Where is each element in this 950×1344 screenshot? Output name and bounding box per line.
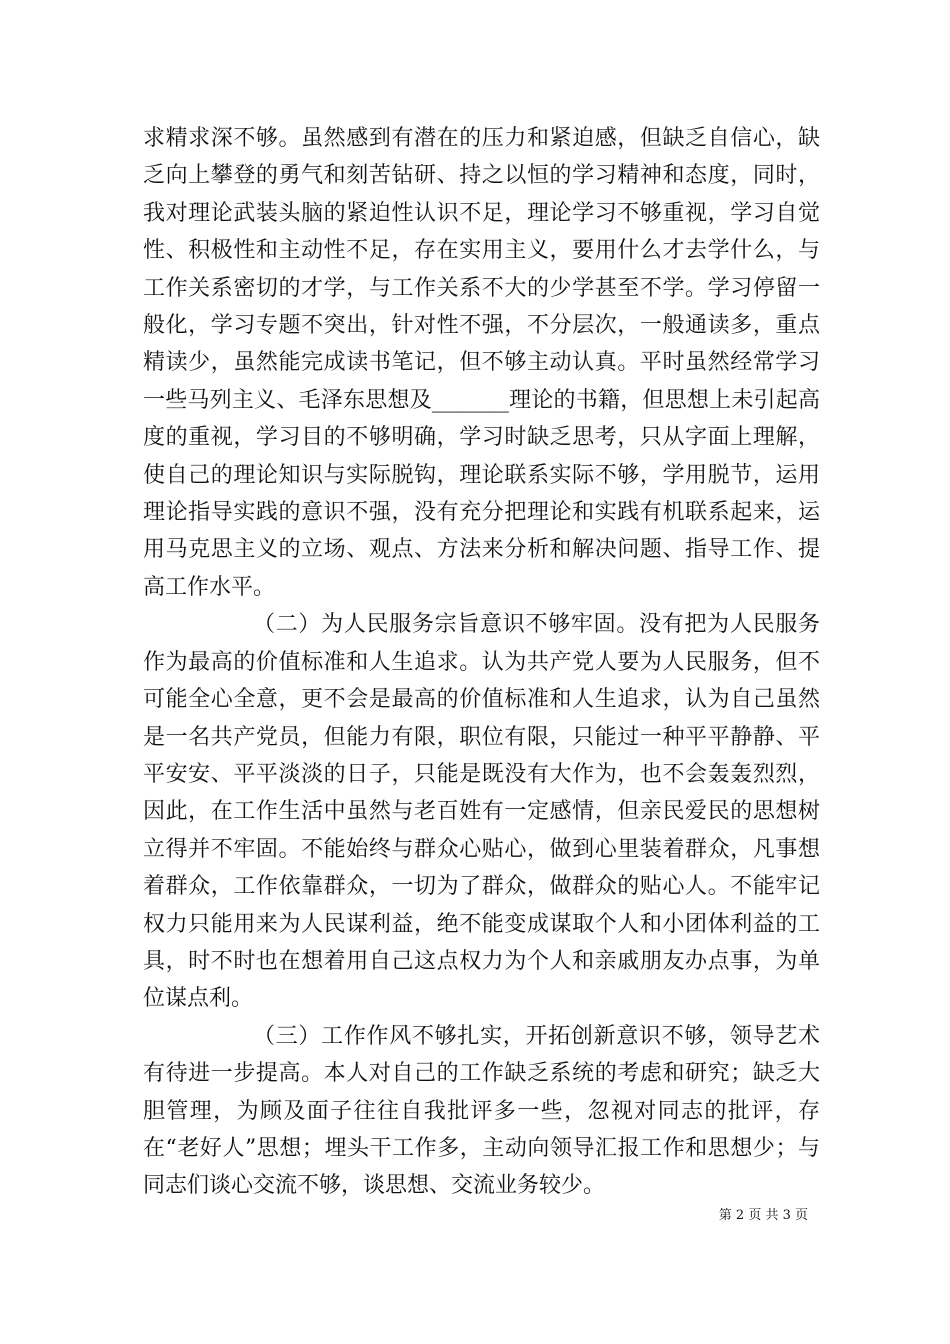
paragraph-2: （二）为人民服务宗旨意识不够牢固。没有把为人民服务作为最高的价值标准和人生追求。认为共产党人要为人民服务，但不可能全心全意，更不会是最高的价值标准和人生追求，认为自己虽然是一名共产党员，但能力有限，职位有限，只能过一种平平静静、平平安安、平平淡淡的日子，只能是既没有大作为，也不会轰轰烈烈，因此，在工作生活中虽然与老百姓有一定感情，但亲民爱民的思想树立得并不牢固。不能始终与群众心贴心，做到心里装着群众，凡事想着群众，工作依靠群众，一切为了群众，做群众的贴心人。不能牢记权力只能用来为人民谋利益，绝不能变成谋取个人和小团体利益的工具，时不时也在想着用自己这点权力为个人和亲戚朋友办点事，为单位谋点利。 bbox=[143, 612, 820, 1012]
paragraph-1: 求精求深不够。虽然感到有潜在的压力和紧迫感，但缺乏自信心，缺乏向上攀登的勇气和刻苦钻研、持之以恒的学习精神和态度，同时，我对理论武装头脑的紧迫性认识不足，理论学习不够重视，学习自觉性、积极性和主动性不足，存在实用主义，要用什么才去学什么，与工作关系密切的才学，与工作关系不大的少学甚至不学。学习停留一般化，学习专题不突出，针对性不强，不分层次，一般通读多，重点精读少，虽然能完成读书笔记，但不够主动认真。平时虽然经常学习一些马列主义、毛泽东思想及_______理论的书籍，但思想上未引起高度的重视，学习目的不够明确，学习时缺乏思考，只从字面上理解，使自己的理论知识与实际脱钩，理论联系实际不够，学用脱节，运用理论指导实践的意识不强，没有充分把理论和实践有机联系起来，运用马克思主义的立场、观点、方法来分析和解决问题、指导工作、提高工作水平。 bbox=[143, 126, 820, 600]
document-body bbox=[143, 120, 820, 1205]
paragraph-3: （三）工作作风不够扎实，开拓创新意识不够，领导艺术有待进一步提高。本人对自己的工作缺乏系统的考虑和研究；缺乏大胆管理，为顾及面子往往自我批评多一些，忽视对同志的批评，存在“老好人”思想；埋头干工作多，主动向领导汇报工作和思想少；与同志们谈心交流不够，谈思想、交流业务较少。 bbox=[143, 1023, 820, 1199]
page-number: 第 2 页 共 3 页 bbox=[718, 1208, 808, 1223]
